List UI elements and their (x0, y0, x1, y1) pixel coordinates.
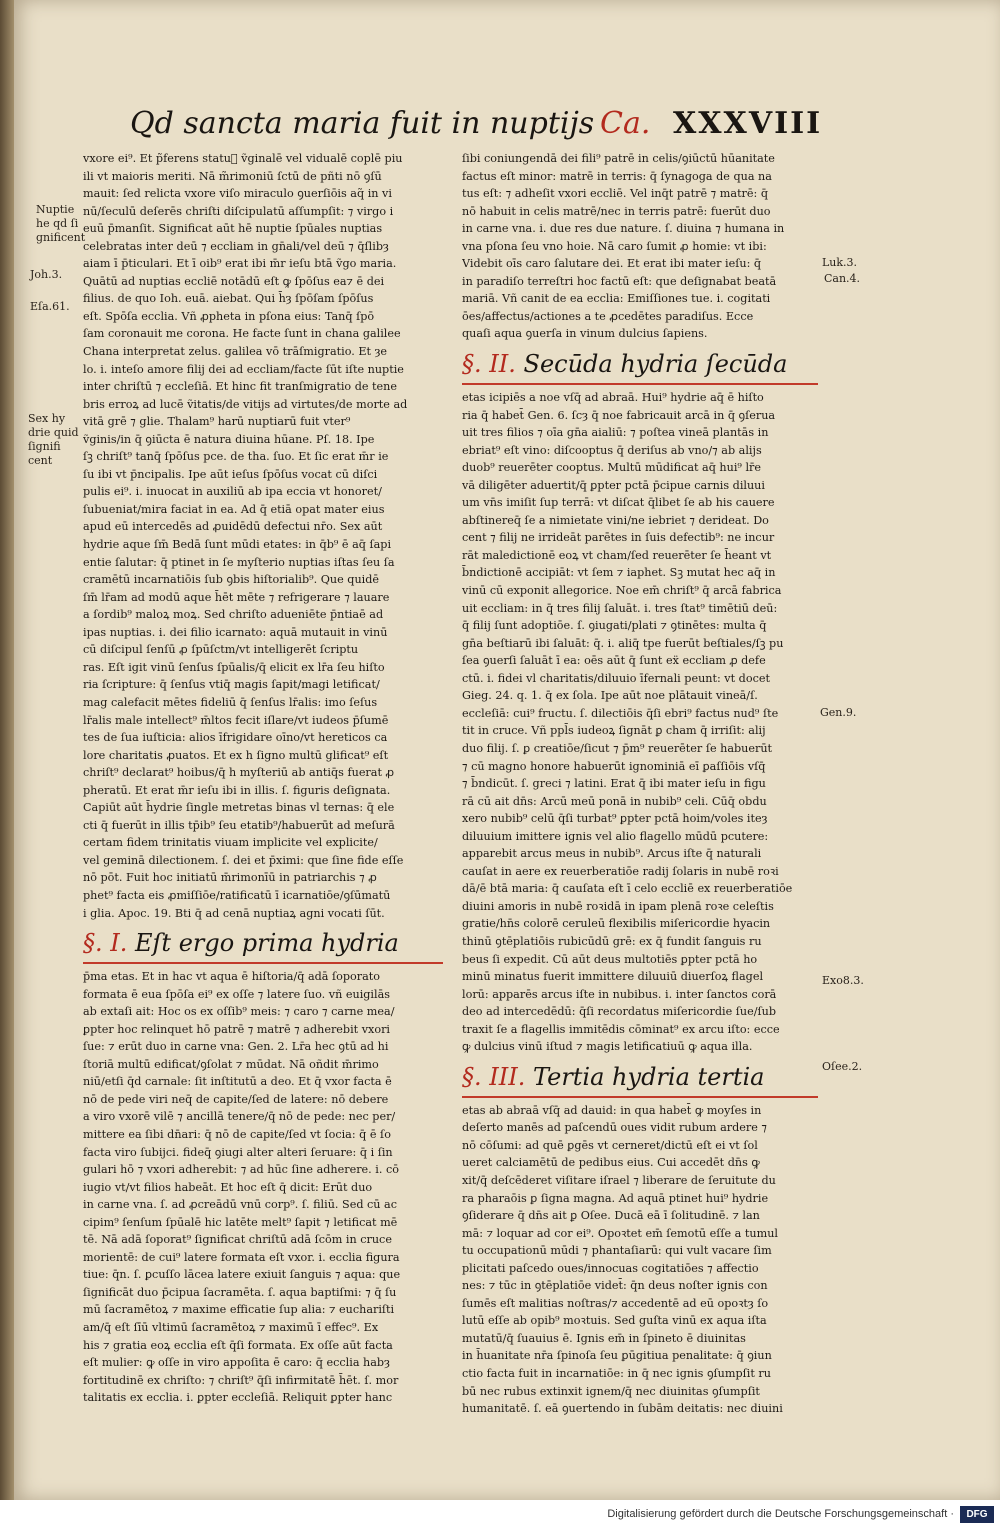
text-line: cti q̄ fuerūt in illis tp̄ib⁹ ſeu etatib⁹/habuerūt ad meſurā (83, 818, 395, 832)
text-line: vinū cū exponit allegorice. Noe em̄ chriſt⁹ q̄ arcā fabrica (462, 584, 782, 598)
margin-note-gen: Gen.9. (820, 706, 857, 719)
text-line: ⁊ cū magno honore habuerūt ignominiā eī ꝑaſſiōis vſq̄ (462, 759, 766, 773)
text-line: eccleſiā: cui⁹ fructu. ſ. dilectiōis q̄ſi ebri⁹ factus nud⁹ ſte (462, 706, 779, 720)
text-line: diuini amoris in nubē roꝛidā in ipam plenā roꝛe celeſtis (462, 899, 774, 913)
left-column-text-a (83, 150, 443, 922)
text-line: euū p̄manſit. Significat aūt hē nuptie ſpūales nuptias (83, 222, 383, 236)
section-2-title: Secūda hydria ſecūda (523, 350, 788, 379)
right-column (462, 150, 818, 1418)
text-line: lo. i. inteſo amore filij dei ad eccliam/facte ſūt iſte nuptie (83, 362, 404, 376)
text-line: ⁊ b̄ndicūt. ſ. greci ⁊ latini. Erat q̄ ibi mater ieſu in figu (462, 777, 766, 791)
text-line: tit in cruce. Vñ ppl̄s iudeoꝝ ſignāt ꝑ cham q̄ irriſit: alij (462, 724, 766, 738)
section-1-paragraph-mark: §. I. (83, 929, 128, 958)
text-line: quaſi aqua ꝯuerſa in vinum dulcius ſapiens. (462, 327, 708, 341)
text-line: lore charitatis ꝓuatos. Et ex h ſigno multū glificat⁹ eſt (83, 748, 389, 762)
text-line: mittere ea ſibi dn̄ari: q̄ nō de capite/ſed vt ſocia: q̄ ē ſo (83, 1127, 391, 1141)
text-line: pheratū. Et erat m̄r ieſu ibi in illis. ſ. figuris deſignata. (83, 783, 391, 797)
text-line: gulari hō ⁊ vxori adherebit: ⁊ ad hūc ſine adherere. i. cō (83, 1163, 399, 1177)
text-line: Chana interpretat zelus. galilea vō trāſmigratio. Et ȝe (83, 345, 388, 359)
text-line: nō habuit in celis matrē/nec in terris patrē: fuerūt duo (462, 204, 771, 218)
text-line: factus eſt minor: matrē in terris: q̄ ſynagoga de qua na (462, 169, 772, 183)
text-line: ipas nuptias. i. dei filio icarnato: aquā mutauit in vinū (83, 625, 388, 639)
text-line: inter chriſtū ⁊ eccleſiā. Et hinc fit tranſmigratio de tene (83, 380, 397, 394)
text-line: nes: ⁊ tūc in ꝯtēplatiōe videt̄: q̄n deus noſter ignis con (462, 1279, 768, 1293)
text-line: ōes/affectus/actiones a te ꝓcedētes paradiſus. Ecce (462, 309, 754, 323)
text-line: mā: ⁊ loquar ad cor ei⁹. Opoꝛtet em̄ ſemotū eſſe a tumul (462, 1226, 778, 1240)
text-line: aiam ī p̄ticulari. Et ī oib⁹ erat ibi m̄r ieſu btā ṽgo maria. (83, 257, 397, 271)
text-line: morientē: de cui⁹ latere formata eſt vxor. i. ecclia figura (83, 1250, 400, 1264)
text-line: dā/ē btā maria: q̄ cauſata eſt ī celo eccliē ex reuerberatiōe (462, 882, 793, 896)
text-line: ria ſcripture: q̄ ſenſus vtiq̄ magis ſapit/magi letificat/ (83, 678, 380, 692)
text-line: a ſordib⁹ maloꝝ moꝝ. Sed chriſto adueniēte p̄ntiaē ad (83, 608, 384, 622)
text-line: phet⁹ facta eis ꝓmiſſiōe/ratificatū ī icarnatiōe/ꝯſūmatū (83, 888, 391, 902)
text-line: ctū. i. fidei vl charitatis/diluuio īfernali peunt: vt docet (462, 671, 770, 685)
text-line: ſibi coniungendā dei fili⁹ patrē in celis/ꝯiūctū hūanitate (462, 152, 775, 165)
text-line: Quātū ad nuptias eccliē notādū eſt ꝙ ſpōſus ea⁊ ē dei (83, 274, 385, 288)
text-line: mag calefacit mētes fideliū q̄ ſenſus lr̄alis: imo ſeſus (83, 695, 378, 709)
text-line: vna pſona ſeu vno hoie. Nā caro ſumit ꝓ homie: vt ibi: (462, 239, 767, 253)
text-line: ria q̄ habet̄ Gen. 6. ſcȝ q̄ noe fabricauit arcā in q̄ ꝯſerua (462, 408, 776, 422)
text-line: ſignificāt duo p̄cipua ſacramēta. ſ. aqua baptiſmi: ⁊ q̄ ſu (83, 1285, 397, 1299)
text-line: ſm̄ lr̄am ad modū aque h̄ēt mēte ⁊ refrigerare ⁊ lauare (83, 590, 390, 604)
text-line: p̄ma etas. Et in hac vt aqua ē hiſtoria/q̄ adā ſoporato (83, 970, 381, 984)
text-line: ra pharaōis ꝑ ſigna magna. Ad aquā ptinet hui⁹ hydrie (462, 1191, 769, 1205)
text-line: tē. Nā adā ſoporat⁹ ſignificat chriſtū adā ſcōm in cruce (83, 1233, 392, 1247)
text-line: xit/q̄ deſcēderet viſitare iſrael ⁊ liberare de ſeruitute du (462, 1173, 776, 1187)
section-3-title: Tertia hydria tertia (532, 1062, 765, 1091)
footer-bar (0, 1500, 1000, 1531)
text-line: hydrie aque ſm̄ Bedā ſunt mūdi etates: in q̄b⁹ ē aq̄ ſapi (83, 538, 392, 552)
text-line: ctio facta fuit in incarnatiōe: in q̄ nec ignis ꝯſumpſit ru (462, 1367, 771, 1380)
text-line: ras. Eſt igit vinū ſenſus ſpūalis/q̄ elicit ex lr̄a ſeu hiſto (83, 660, 385, 674)
margin-note-job: Joh.3. (30, 268, 63, 281)
text-line: lorū: apparēs arcus iſte in nubibus. i. inter ſanctos corā (462, 987, 777, 1001)
text-line: celebratas inter deū ⁊ eccliam in gn̄ali/vel deū ⁊ q̄ſlibȝ (83, 239, 389, 253)
text-line: lr̄alis male intellect⁹ m̄ltos fecit iſlare/vt iudeos p̄ſumē (83, 713, 389, 727)
section-3-paragraph-mark: §. III. (462, 1062, 526, 1091)
text-line: in carne vna. ſ. ad ꝓcreādū vnū corp⁹. ſ. filiū. Sed cū ac (83, 1198, 397, 1212)
text-line: ueret calciamētū de pedibus eius. Cui accedēt dn̄s ꝙ (462, 1156, 760, 1170)
section-heading-3 (462, 1058, 818, 1098)
margin-note-can: Can.4. (824, 272, 861, 285)
text-line: vitā grē ⁊ glie. Thalam⁹ harū nuptiarū fuit vter⁹ (83, 415, 351, 429)
text-line: iugio vt/vt filios habeāt. Et hoc eſt q̄ dicit: Erūt duo (83, 1180, 373, 1194)
text-line: fortitudinē ex chriſto: ⁊ chriſt⁹ q̄ſi infirmitatē h̄ēt. ſ. mor (83, 1373, 399, 1387)
text-line: cauſat in aere ex reuerberatiōe radij ſolaris in nubē roꝛi (462, 864, 779, 878)
text-line: his ⁊ gratia eoꝝ ecclia eſt q̄ſi formata. Ex oſſe aūt facta (83, 1338, 393, 1352)
text-line: ſu ibi vt p̄ncipalis. Ipe aūt ieſus ſpōſus vocat cū diſci (83, 467, 378, 481)
text-line: deſerto manēs ad paſcendū oues vidit rubum ardere ⁊ (462, 1121, 767, 1135)
text-line: i glia. Apoc. 19. Bti q̄ ad cenā nuptiaꝝ agni vocati ſūt. (83, 906, 385, 920)
text-line: ṽginis/in q̄ ꝯiūcta ē natura diuina hūane. Pſ. 18. Ipe (83, 432, 375, 446)
text-line: ſam coronauit me corona. He facte ſunt in chana galilee (83, 327, 401, 341)
right-column-text-a (462, 150, 818, 343)
text-line: abſtinereq̄ ſe a nimietate vini/ne iebriet ⁊ derideat. Do (462, 513, 769, 527)
text-line: b̄ndictionē accipiāt: vt ſem ⁊ iaphet. Sꝫ mutat hec aq̄ in (462, 566, 776, 580)
text-line: eſt. Spōſa ecclia. Vñ ꝓpheta in pſona eius: Tanq̄ ſpō (83, 309, 375, 323)
text-line: a viro vxorē vilē ⁊ ancillā tenere/q̄ nō de pede: nec per/ (83, 1110, 396, 1124)
text-line: tus eſt: ⁊ adheſit vxori eccliē. Vel inq̄t patrē ⁊ matrē: q̄ (462, 187, 769, 201)
text-line: nō cōſumi: ad quē ꝑgēs vt cerneret/dictū eſt ei vt ſol (462, 1138, 758, 1152)
text-line: vā diligēter aduertit/q̄ ꝑpter pctā p̄cipue carnis diluui (462, 478, 765, 492)
section-heading-2 (462, 345, 818, 385)
text-line: pulis ei⁹. i. inuocat in auxiliū ab ipa eccia vt honoret/ (83, 485, 382, 499)
text-line: certam fidem trinitatis viuam implicite vel explicite/ (83, 836, 378, 850)
text-line: nō de pede viri neq̄ de capite/ſed de latere: nō debere (83, 1092, 389, 1106)
text-line: rā cū ait dn̄s: Arcū meū ponā in nubib⁹ celi. Cūq̄ obdu (462, 794, 767, 808)
text-line: Capiūt aūt h̄ydrie ſingle metretas binas vl ternas: q̄ ele (83, 801, 395, 815)
text-line: am/q̄ eſt ſīū vltimū ſacramētoꝝ ⁊ maximū ī effec⁹. Ex (83, 1321, 379, 1334)
dfg-logo: DFG (960, 1506, 994, 1523)
text-line: diluuium imittere ignis vel alio flagello mūdū pcutere: (462, 829, 769, 843)
text-line: tiue: q̄n. ſ. ꝑcuſſo lācea latere exiuit ſanguis ⁊ aqua: que (83, 1268, 401, 1282)
text-line: ſumēs eſt malitias noſtras/⁊ accedentē ad eū opoꝛtȝ ſo (462, 1296, 769, 1310)
text-line: ab extaſi ait: Hoc os ex oſſib⁹ meis: ⁊ caro ⁊ carne mea/ (83, 1005, 395, 1019)
margin-note-nuptie: Nuptie he qd ſi gnificent (36, 203, 86, 244)
text-line: in paradiſo terreſtri hoc factū eſt: que deſignabat beatā (462, 274, 777, 288)
text-line: thinū ꝯtēplatiōis rubicūdū grē: ex q̄ fundit ſanguis ru (462, 934, 762, 948)
text-line: mauit: ſed relicta vxore viſo miraculo ꝯuerſiōis aq̃ in vi (83, 187, 392, 201)
text-line: etas icipiēs a noe vſq̄ ad abraā. Hui⁹ hydrie aq̄ ē hiſto (462, 391, 764, 405)
text-line: deo ad intercedēdū: q̄ſi recordatus miſericordie ſue/ſub (462, 1005, 777, 1019)
text-line: tu occupationū mūdi ⁊ phantaſiarū: qui vult vacare ſim (462, 1244, 772, 1258)
page-gutter (0, 0, 14, 1500)
text-line: Gieg. 24. q. 1. q̄ ex ſola. Ipe aūt noe plātauit vineā/ſ. (462, 689, 758, 703)
text-line: ſtoriā multū edificat/ꝯſolat ⁊ mūdat. Nā oñdit m̄rimo (83, 1057, 379, 1071)
text-line: uit tres filios ⁊ oīa gn̄a aialiū: ⁊ poſtea vineā plantās in (462, 426, 769, 440)
text-line: humanitatē. ſ. eā ꝯuertendo in ſubām deitatis: nec diuini (462, 1402, 783, 1416)
text-line: um vn̄s imiſit ſup terrā: vt diſcat q̄libet ſe ab his cauere (462, 496, 775, 510)
text-line: etas ab abraā vſq̄ ad dauid: in qua habet̄ ꝙ moyſes in (462, 1103, 762, 1117)
text-line: filius. de quo Ioh. euā. aiebat. Qui h̄ȝ ſpōſam ſpōſus (83, 292, 374, 306)
text-line: formata ē eua ſpōſa ei⁹ ex oſſe ⁊ latere ſuo. vñ euigilās (83, 987, 390, 1001)
text-line: tes de ſua iuſticia: alios īfrigidare oīno/vt hereticos ca (83, 731, 388, 745)
text-line: ꝙ dulcius vinū iſtud ⁊ magis letificatiuū ꝙ aqua illa. (462, 1040, 753, 1054)
text-line: beus ſi expedit. Cū aūt deus multotiēs ꝑpter pctā ho (462, 952, 758, 966)
text-line: gratie/hn̄s colorē ceruleū flexibilis miſericordie hyacin (462, 917, 771, 931)
text-line: gn̄a beſtiarū ibi ſaluāt: q̄. i. aliq̄ tpe fuerūt beſtiales/ſꝫ pu (462, 636, 784, 650)
header-title: Qd sancta maria fuit in nuptijs (130, 106, 595, 141)
text-line: chriſt⁹ declarat⁹ hoibus/q̄ h myſteriū ab antiq̄s fuerat ꝓ (83, 766, 395, 780)
text-line: nō pōt. Fuit hoc initiatū m̄rimonīū in patriarchis ⁊ ꝓ (83, 871, 377, 885)
section-heading-1 (83, 924, 443, 964)
text-line: eſt mulier: ꝙ oſſe in viro appoſita ē caro: q̄ ecclia habȝ (83, 1356, 390, 1370)
margin-note-esa: Eſa.61. (30, 300, 70, 313)
text-line: ili vt maioris meriti. Nā m̃rimoniū ſctū de pñti nō ꝯſū (83, 169, 382, 183)
text-line: traxit ſe a flagellis immitēdis cōminat⁹ ex arcu iſto: ecce (462, 1022, 780, 1036)
text-line: mariā. Vñ canit de ea ecclia: Emiſſiones tue. i. cogitati (462, 292, 771, 306)
text-line: lutū eſſe ab opib⁹ moꝛtuis. Sed guſta vinū ex aqua iſta (462, 1314, 767, 1328)
text-line: talitatis ex ecclia. i. ꝑpter eccleſiā. Reliquit ꝑpter hanc (83, 1391, 393, 1405)
header-chapter-label: Ca. (600, 106, 651, 141)
text-line: niū/etſi q̄d carnale: ſit inſtitutū a deo. Et q̄ vxor facta ē (83, 1075, 392, 1089)
text-line: facta viro ſubijci. fideq̄ ꝯiugi alter alteri ſeruare: q̄ i ſin (83, 1145, 393, 1159)
text-line: apud eū intercedēs ad ꝓuidēdū defectui nr̄o. Sex aūt (83, 520, 383, 534)
text-line: mū ſacramētoꝝ ⁊ maxime efficatie ſup alia: ⁊ euchariſti (83, 1303, 395, 1317)
text-line: apparebit arcus meus in nubib⁹. Arcus iſte q̄ naturali (462, 847, 762, 861)
text-line: xero nubib⁹ celū q̄ſi turbat⁹ ꝑpter pctā hoim/voles iteȝ (462, 812, 768, 826)
text-line: ꝯſiderare q̄ dn̄s ait ꝑ Oſee. Ducā eā ī ſolitudinē. ⁊ lan (462, 1209, 760, 1223)
text-line: vxore ei⁹. Et p̃ferens statu᷒ ṽginalē vel vidualē coplē piu (83, 152, 403, 165)
text-line: cent ⁊ filij ne irrideāt parētes in ſuis defectib⁹: ne incur (462, 531, 775, 545)
text-line: plicitati paſcedo oues/innocuas cogitatiōes ⁊ affectio (462, 1261, 759, 1275)
margin-note-exo: Exo8.3. (822, 974, 864, 987)
text-line: duob⁹ reuerēter cooptus. Multū mūdificat aq̄ hui⁹ lr̄e (462, 461, 762, 475)
text-line: in h̄uanitate nr̄a ſpinoſa ſeu ꝑūgitiua penalitate: q̄ ꝯiun (462, 1349, 772, 1363)
text-line: cramētū incarnatiōis ſub ꝯbis hiſtorialib⁹. Que quidē (83, 573, 380, 587)
text-line: mutatū/q̄ ſuauius ē. Ignis em̄ in ſpineto ē diuinitas (462, 1331, 746, 1345)
text-line: vel geminā dilectionem. ſ. dei et p̄ximi: que ſine fide eſſe (83, 853, 404, 867)
right-column-text-c (462, 1102, 818, 1418)
text-line: minū minatus fuerit immittere diluuiū diuerſoꝝ flagel (462, 970, 764, 984)
section-1-title: Eſt ergo prima hydria (135, 929, 399, 958)
text-line: uit eccliam: in q̄ tres filij ſaluāt. i. tres ſtat⁹ timētiū deū: (462, 601, 778, 615)
right-column-text-b (462, 389, 818, 1056)
text-line: cū diſcipul ſenſū ꝓ ſpūſctm/vt intelligerēt ſcriptu (83, 643, 359, 657)
margin-note-sex: Sex hy drie quid ſignifi cent (28, 412, 79, 467)
margin-note-osee: Oſee.2. (822, 1060, 863, 1073)
text-line: duo filij. ſ. ꝑ creatiōe/ſicut ⁊ p̄m⁹ reuerēter ſe habuerūt (462, 741, 773, 755)
text-line: ebriat⁹ eſt vino: diſcooptus q̄ deriſus ab vno/⁊ ab alijs (462, 443, 762, 457)
text-line: ſue: ⁊ erūt duo in carne vna: Gen. 2. Lr̄a hec ꝯtū ad hi (83, 1040, 389, 1054)
header-chapter-number: XXXVIII (673, 106, 823, 141)
text-line: ſubueniat/mira faciat in ea. Ad q̄ etiā opat mater eius (83, 502, 385, 516)
text-line: bris erroꝝ ad lucē ṽitatis/de vitijs ad virtutes/de morte ad (83, 397, 408, 411)
left-column-text-b (83, 968, 443, 1407)
text-line: ſꝫ chriſt⁹ tanq̄ ſpōſus pce. de tha. ſuo. Et ſic erat m̄r ie (83, 450, 389, 464)
left-column (83, 150, 443, 1407)
text-line: cipim⁹ ſenſum ſpūalē hic latēte melt⁹ ſapit ⁊ letificat mē (83, 1215, 398, 1229)
text-line: ſea ꝯuerſi ſaluāt ī ea: oēs aūt q̄ ſunt eẍ eccliam ꝓ defe (462, 654, 766, 668)
text-line: bū nec rubus extinxit ignem/q̄ nec diuinitas ꝯſumpſit (462, 1384, 760, 1398)
text-line: in carne vna. i. due res due nature. ſ. diuina ⁊ humana in (462, 222, 785, 236)
section-2-paragraph-mark: §. II. (462, 350, 516, 379)
text-line: Videbit oīs caro ſalutare dei. Et erat ibi mater ieſu: q̄ (462, 257, 762, 271)
text-line: rāt maledictionē eoꝝ vt cham/ſed reuerēter ſe h̄eant vt (462, 548, 772, 562)
text-line: q̄ filij ſunt adoptiōe. ſ. ꝯiugati/plati ⁊ ꝯtinētes: multa q̄ (462, 619, 767, 633)
text-line: entie ſalutar: q̄ ptinet in ſe myſterio nuptias iſtas ſeu ſa (83, 555, 395, 569)
text-line: ꝑpter hoc relinquet hō patrē ⁊ matrē ⁊ adherebit vxori (83, 1022, 391, 1036)
text-line: nū/ſeculū deſerēs chriſti diſcipulatū aſſumpſit: ⁊ virgo i (83, 204, 394, 218)
footer-credit: Digitalisierung gefördert durch die Deutsche Forschungsgemeinschaft · (607, 1508, 954, 1520)
margin-note-luk: Luk.3. (822, 256, 858, 269)
